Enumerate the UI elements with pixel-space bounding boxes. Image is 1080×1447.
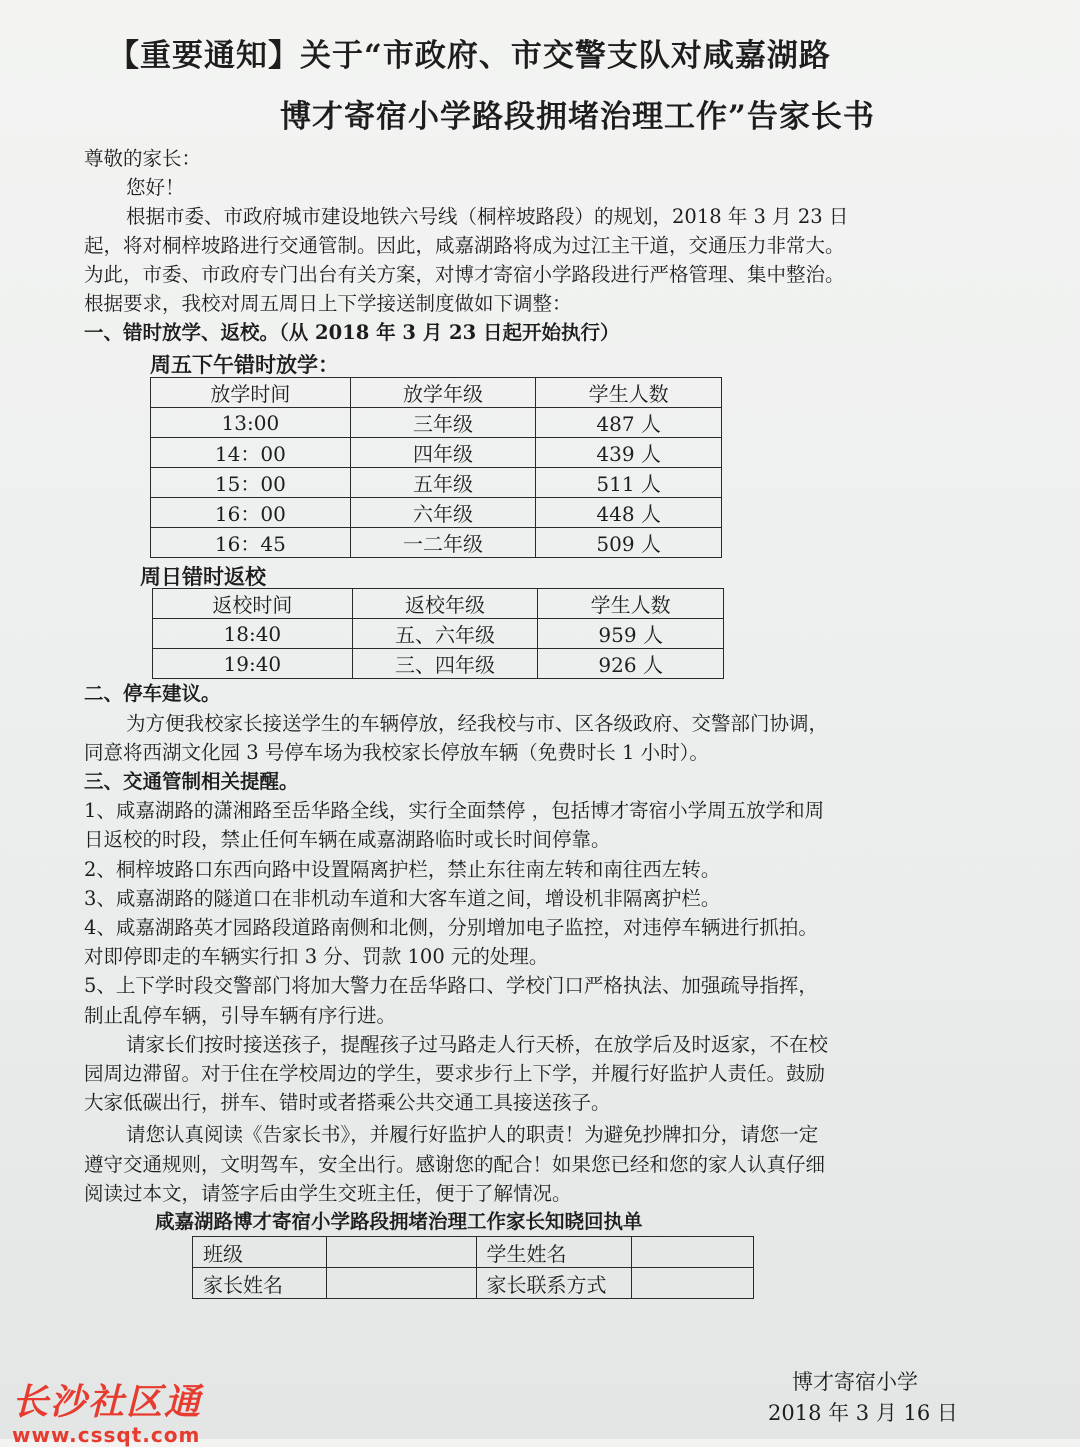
intro-line: 为此，市委、市政府专门出台有关方案，对博才寄宿小学路段进行严格管理、集中整治。 (84, 263, 845, 286)
closing-line: 阅读过本文，请签字后由学生交班主任，便于了解情况。 (84, 1182, 572, 1205)
receipt-form (192, 1236, 754, 1299)
table-cell: 15：00 (151, 468, 351, 498)
rule-line: 3、咸嘉湖路的隧道口在非机动车道和大客车道之间，增设机非隔离护栏。 (84, 887, 721, 910)
table-cell: 三、四年级 (352, 649, 538, 679)
watermark-url: www.cssqt.com (12, 1423, 201, 1447)
title-line-1: 【重要通知】关于“市政府、市交警支队对咸嘉湖路 (108, 38, 831, 74)
parking-line: 为方便我校家长接送学生的车辆停放，经我校与市、区各级政府、交警部门协调， (126, 712, 829, 735)
table-header-row (153, 589, 724, 619)
parking-line: 同意将西湖文化园 3 号停车场为我校家长停放车辆（免费时长 1 小时）。 (84, 741, 709, 764)
class-field[interactable] (326, 1237, 476, 1268)
header-cell: 返校年级 (352, 589, 538, 619)
table-cell: 14：00 (151, 438, 351, 468)
header-cell: 返校时间 (153, 589, 353, 619)
salutation: 尊敬的家长： (84, 147, 202, 170)
table-cell: 16：45 (151, 528, 351, 558)
watermark-logo (12, 1374, 202, 1447)
table-cell: 16：00 (151, 498, 351, 528)
watermark-name: 长沙社区通 (12, 1382, 203, 1423)
intro-line: 起，将对桐梓坡路进行交通管制。因此，咸嘉湖路将成为过江主干道，交通压力非常大。 (84, 234, 845, 257)
table-cell: 18:40 (153, 619, 353, 649)
header-cell: 学生人数 (536, 378, 722, 408)
closing-line: 大家低碳出行，拼车、错时或者搭乘公共交通工具接送孩子。 (84, 1091, 611, 1114)
table-row (153, 619, 724, 649)
student-name-field[interactable] (632, 1237, 754, 1268)
table-cell: 448 人 (536, 498, 722, 528)
table-row (151, 438, 722, 468)
rule-line: 日返校的时段，禁止任何车辆在咸嘉湖路临时或长时间停靠。 (84, 828, 611, 851)
table-row (151, 468, 722, 498)
table-cell: 439 人 (536, 438, 722, 468)
rule-line: 4、咸嘉湖路英才园路段道路南侧和北侧，分别增加电子监控，对违停车辆进行抓拍。 (84, 916, 818, 939)
friday-heading: 周五下午错时放学： (150, 352, 339, 377)
header-cell: 放学时间 (151, 378, 351, 408)
table-cell: 五、六年级 (352, 619, 538, 649)
sunday-heading: 周日错时返校 (140, 564, 266, 589)
closing-line: 请您认真阅读《告家长书》，并履行好监护人的职责！为避免抄牌扣分，请您一定 (126, 1123, 819, 1146)
section-2-heading: 二、停车建议。 (84, 682, 221, 705)
rule-line: 2、桐梓坡路口东西向路中设置隔离护栏，禁止东往南左转和南往西左转。 (84, 858, 721, 881)
closing-line: 请家长们按时接送孩子，提醒孩子过马路走人行天桥，在放学后及时返家，不在校 (126, 1033, 829, 1056)
parent-name-label: 家长姓名 (193, 1268, 327, 1299)
sunday-schedule-table (152, 588, 724, 679)
friday-schedule-table (150, 377, 722, 558)
header-cell: 放学年级 (350, 378, 536, 408)
receipt-row (193, 1268, 754, 1299)
table-row (151, 408, 722, 438)
table-cell: 19:40 (153, 649, 353, 679)
parent-contact-field[interactable] (632, 1268, 754, 1299)
closing-line: 园周边滞留。对于住在学校周边的学生，要求步行上下学，并履行好监护人责任。鼓励 (84, 1062, 826, 1085)
signature-school: 博才寄宿小学 (792, 1370, 918, 1394)
table-cell: 五年级 (350, 468, 536, 498)
table-row (151, 528, 722, 558)
table-cell: 四年级 (350, 438, 536, 468)
rule-line: 5、上下学时段交警部门将加大警力在岳华路口、学校门口严格执法、加强疏导指挥， (84, 974, 818, 997)
table-cell: 926 人 (538, 649, 724, 679)
section-3-heading: 三、交通管制相关提醒。 (84, 770, 299, 793)
table-cell: 一二年级 (350, 528, 536, 558)
table-cell: 三年级 (350, 408, 536, 438)
table-cell: 509 人 (536, 528, 722, 558)
receipt-row (193, 1237, 754, 1268)
parent-name-field[interactable] (326, 1268, 476, 1299)
greeting: 您好！ (126, 176, 185, 199)
signature-date: 2018 年 3 月 16 日 (768, 1401, 958, 1425)
receipt-title: 咸嘉湖路博才寄宿小学路段拥堵治理工作家长知晓回执单 (155, 1210, 643, 1233)
rule-line: 制止乱停车辆，引导车辆有序行进。 (84, 1004, 397, 1027)
section-1-heading: 一、错时放学、返校。（从 2018 年 3 月 23 日起开始执行） (84, 321, 620, 344)
closing-line: 遵守交通规则，文明驾车，安全出行。感谢您的配合！如果您已经和您的家人认真仔细 (84, 1153, 826, 1176)
table-cell: 六年级 (350, 498, 536, 528)
title-line-2: 博才寄宿小学路段拥堵治理工作”告家长书 (280, 99, 875, 135)
table-header-row (151, 378, 722, 408)
table-cell: 511 人 (536, 468, 722, 498)
parent-contact-label: 家长联系方式 (476, 1268, 632, 1299)
table-row (151, 498, 722, 528)
student-name-label: 学生姓名 (476, 1237, 632, 1268)
intro-line: 根据市委、市政府城市建设地铁六号线（桐梓坡路段）的规划，2018 年 3 月 23 日 (126, 205, 849, 228)
table-row (153, 649, 724, 679)
table-cell: 487 人 (536, 408, 722, 438)
class-label: 班级 (193, 1237, 327, 1268)
header-cell: 学生人数 (538, 589, 724, 619)
table-cell: 959 人 (538, 619, 724, 649)
intro-line: 根据要求，我校对周五周日上下学接送制度做如下调整： (84, 292, 572, 315)
table-cell: 13:00 (151, 408, 351, 438)
rule-line: 对即停即走的车辆实行扣 3 分、罚款 100 元的处理。 (84, 945, 549, 968)
rule-line: 1、咸嘉湖路的潇湘路至岳华路全线，实行全面禁停 ，包括博才寄宿小学周五放学和周 (84, 799, 825, 822)
